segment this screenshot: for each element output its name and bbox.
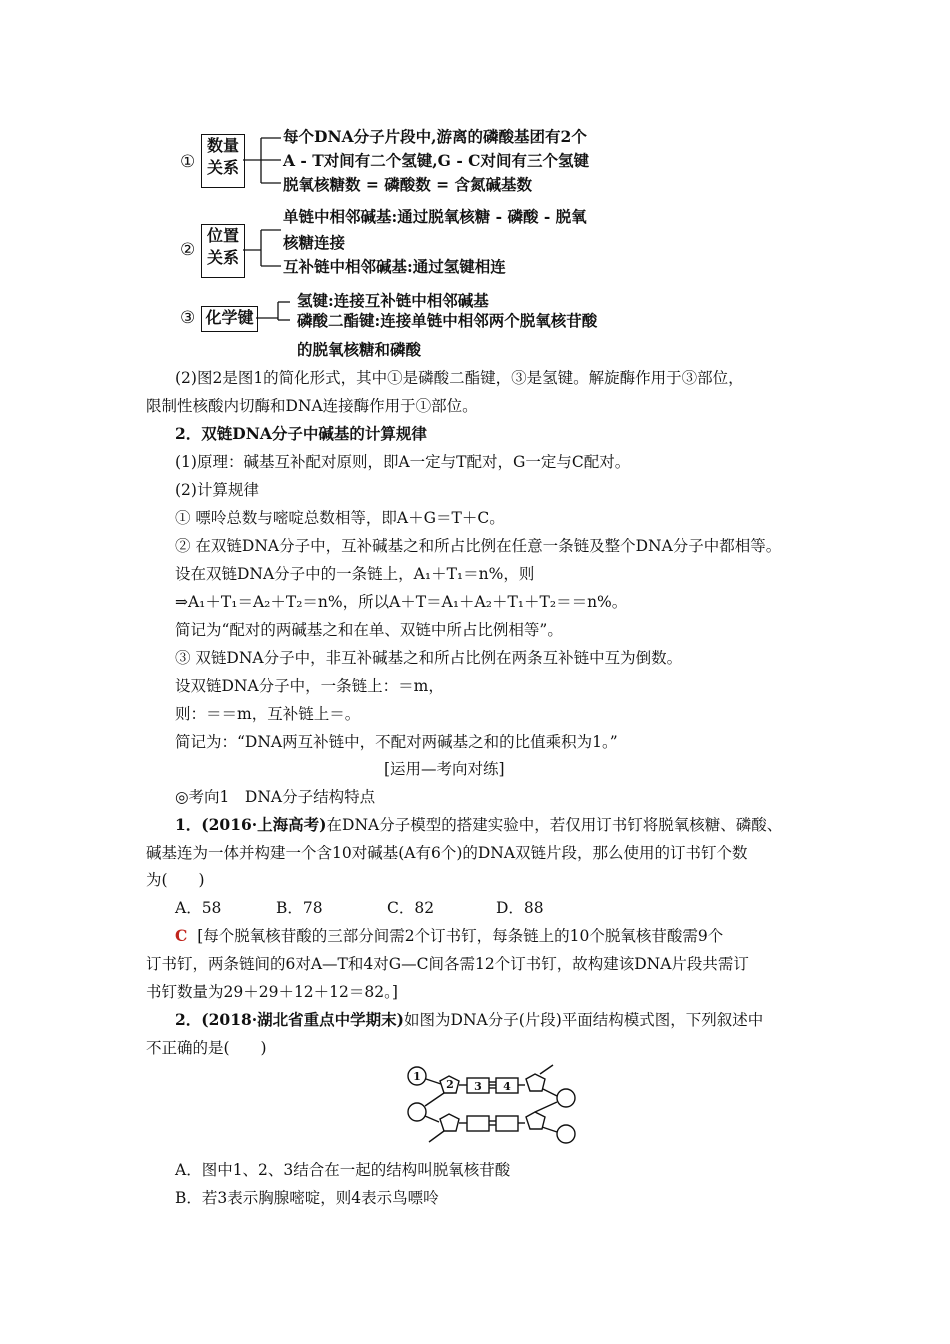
paragraph-line: 设双链DNA分子中，一条链上：＝m， bbox=[175, 677, 444, 695]
question-number: 2． bbox=[175, 1010, 202, 1029]
circle-number-2: ② bbox=[180, 240, 196, 260]
section-heading: 2．双链DNA分子中碱基的计算规律 bbox=[175, 424, 427, 443]
paragraph-line: (2)图2是图1的简化形式，其中①是磷酸二酯键，③是氢键。解旋酶作用于③部位， bbox=[175, 369, 744, 387]
section-title: [运用—考向对练] bbox=[384, 760, 505, 778]
paragraph-line: 简记为“配对的两碱基之和在单、双链中所占比例相等”。 bbox=[175, 621, 563, 639]
group3-item1: 氢键:连接互补链中相邻碱基 bbox=[297, 291, 489, 310]
box-label-line1: 位置 bbox=[206, 226, 239, 245]
question-source: (2016·上海高考) bbox=[201, 815, 327, 834]
answer-letter: C bbox=[175, 926, 188, 945]
answer-text: [每个脱氧核苷酸的三部分间需2个订书钉，每条链上的10个脱氧核苷酸需9个 bbox=[197, 927, 724, 945]
paragraph-line: 设在双链DNA分子中的一条链上，A₁＋T₁＝n%，则 bbox=[175, 565, 535, 583]
group1-item1: 每个DNA分子片段中,游离的磷酸基团有2个 bbox=[283, 127, 587, 146]
option-a: A．58 bbox=[175, 899, 222, 917]
paragraph-line: (1)原理：碱基互补配对原则，即A一定与T配对，G一定与C配对。 bbox=[175, 453, 631, 471]
figure-label-1: 1 bbox=[413, 1070, 421, 1083]
option-b: B．78 bbox=[276, 899, 323, 917]
figure-label-2: 2 bbox=[446, 1078, 454, 1091]
question-text: 在DNA分子模型的搭建实验中，若仅用订书钉将脱氧核糖、磷酸、 bbox=[326, 816, 783, 834]
paragraph-line: ⇒A₁＋T₁＝A₂＋T₂＝n%，所以A＋T＝A₁＋A₂＋T₁＋T₂＝＝n%。 bbox=[175, 593, 628, 611]
question-text: 如图为DNA分子(片段)平面结构模式图，下列叙述中 bbox=[404, 1011, 764, 1029]
figure-label-4: 4 bbox=[503, 1080, 511, 1093]
quantity-relation-box bbox=[201, 134, 245, 188]
question-source: (2018·湖北省重点中学期末) bbox=[201, 1010, 405, 1029]
box-label-line2: 关系 bbox=[206, 248, 239, 267]
paragraph-line: ① 嘌呤总数与嘧啶总数相等，即A＋G＝T＋C。 bbox=[175, 509, 505, 527]
answer-1-line bbox=[175, 926, 723, 946]
box-label-line1: 数量 bbox=[206, 136, 239, 155]
figure-label-3: 3 bbox=[474, 1080, 482, 1093]
question-1-line: 碱基连为一体并构建一个含10对碱基(A有6个)的DNA双链片段，那么使用的订书钉个数 bbox=[146, 844, 748, 862]
position-relation-box bbox=[201, 224, 245, 278]
option-c: C．82 bbox=[387, 899, 435, 917]
option-b: B．若3表示胸腺嘧啶，则4表示鸟嘌呤 bbox=[175, 1189, 439, 1207]
answer-1-line: 订书钉，两条链间的6对A—T和4对G—C间各需12个订书钉，故构建该DNA片段共需订 bbox=[146, 955, 749, 973]
dna-structure-figure bbox=[395, 1060, 595, 1150]
question-number: 1． bbox=[175, 815, 202, 834]
question-2-line bbox=[175, 1010, 763, 1030]
group2-item2: 核糖连接 bbox=[283, 233, 346, 252]
circle-number-1: ① bbox=[180, 152, 196, 172]
bracket-group-1 bbox=[243, 130, 283, 190]
question-2-line: 不正确的是( ) bbox=[146, 1039, 267, 1057]
direction-heading: ◎考向1 DNA分子结构特点 bbox=[175, 788, 376, 806]
chemical-bond-box bbox=[201, 306, 258, 332]
paragraph-line: 则：＝＝m，互补链上＝。 bbox=[175, 705, 361, 723]
paragraph-line: ③ 双链DNA分子中，非互补碱基之和所占比例在两条互补链中互为倒数。 bbox=[175, 649, 683, 667]
circle-number-3: ③ bbox=[180, 308, 196, 328]
paragraph-line: 简记为：“DNA两互补链中，不配对两碱基之和的比值乘积为1。” bbox=[175, 733, 618, 751]
group2-item3: 互补链中相邻碱基:通过氢键相连 bbox=[283, 257, 506, 276]
paragraph-line: (2)计算规律 bbox=[175, 481, 259, 499]
group3-item2: 磷酸二酯键:连接单链中相邻两个脱氧核苷酸 bbox=[297, 311, 598, 330]
question-1-line bbox=[175, 815, 782, 835]
group1-item2: A - T对间有二个氢键,G - C对间有三个氢键 bbox=[283, 151, 589, 170]
group2-item1: 单链中相邻碱基:通过脱氧核糖 - 磷酸 - 脱氧 bbox=[283, 207, 587, 226]
group3-item3: 的脱氧核糖和磷酸 bbox=[297, 340, 422, 359]
box-label-line1: 化学键 bbox=[205, 308, 254, 327]
question-1-line: 为( ) bbox=[146, 871, 205, 889]
option-a: A．图中1、2、3结合在一起的结构叫脱氧核苷酸 bbox=[175, 1161, 511, 1179]
option-d: D．88 bbox=[496, 899, 544, 917]
box-label-line2: 关系 bbox=[206, 158, 239, 177]
bracket-group-3 bbox=[256, 290, 292, 340]
answer-1-line: 书钉数量为29＋29＋12＋12＝82。] bbox=[146, 983, 398, 1001]
paragraph-line: ② 在双链DNA分子中，互补碱基之和所占比例在任意一条链及整个DNA分子中都相等。 bbox=[175, 537, 782, 555]
paragraph-line: 限制性核酸内切酶和DNA连接酶作用于①部位。 bbox=[146, 397, 478, 415]
group1-item3: 脱氧核糖数 = 磷酸数 = 含氮碱基数 bbox=[283, 175, 533, 194]
bracket-group-2 bbox=[243, 220, 283, 280]
